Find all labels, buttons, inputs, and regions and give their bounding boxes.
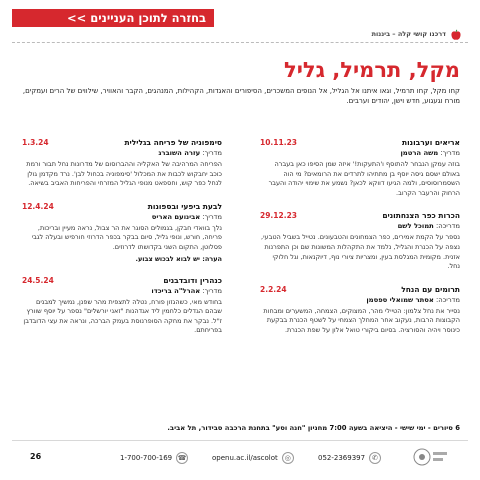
event-guide: [260, 222, 460, 230]
apple-icon: [450, 29, 462, 41]
bottom-divider: [12, 440, 468, 441]
event-guide: [22, 213, 222, 221]
phone-contact: [318, 452, 381, 464]
whatsapp-icon: ✆: [369, 452, 381, 464]
toll-free-number: 1-700-700-169: [120, 454, 173, 462]
top-divider: [12, 42, 468, 43]
event-guide: [260, 296, 460, 304]
event-item: [260, 138, 460, 198]
event-title: סימפוניה של פריחה בגלילית: [124, 138, 222, 147]
event-date: 24.5.24: [22, 275, 54, 285]
events-column-right: [260, 138, 460, 349]
globe-icon: ◎: [282, 452, 294, 464]
event-description: נסייר את נחל צלמון: הטיילי מהר, המצוקים, הצמחה, המשערים ומבחות הקבוצות הרבות, נעקוב אחר המחלך הצמחי על לשטף הכנרת בבקעת כינוסר ויהיה והסורציה. בסיום ביקורי טואל אלון על שפת הכנרת.: [263, 306, 460, 334]
event-title: הכרות כפר הצנחתונים: [382, 211, 460, 221]
event-item: [22, 276, 222, 336]
guide-name: אסתר שמואלי ספסמן: [366, 295, 434, 304]
event-date: 2.2.24: [260, 284, 287, 294]
page-title: מקל, תרמיל, גליל: [284, 58, 460, 82]
phone-number: 052-2369397: [318, 454, 366, 462]
guide-label: מדריך:: [202, 212, 222, 221]
guide-label: מדריכה:: [435, 295, 460, 304]
guide-name: אהרל"ה בריכדו: [151, 286, 201, 295]
toll-free-contact: [120, 452, 188, 464]
phone-icon: ☎: [177, 454, 187, 462]
back-to-contents-link[interactable]: בחזרה לתוכן העניינים >>: [12, 9, 214, 27]
guide-name: אבינועם האריס: [151, 212, 201, 221]
guide-label: מדריך:: [202, 286, 222, 295]
event-date: 12.4.24: [22, 201, 54, 211]
running-head: דרכנו קושי קלה – ביננות: [371, 30, 446, 38]
event-item: [22, 202, 222, 263]
event-date: 10.11.23: [260, 138, 298, 147]
guide-name: עזרה השוברג: [158, 149, 201, 157]
event-guide: [22, 287, 222, 295]
university-logo: [410, 446, 450, 468]
guide-label: מדריכה:: [435, 222, 460, 231]
guide-name: תמוכל לשם: [397, 222, 434, 231]
event-guide: [22, 149, 222, 157]
event-description: נלך בוואדי חבקן, בגמולים הסוגר את הר צבול, נראה מעיין ובריכות, פריחה, חורש, ונופי גליל, סיום בבקר בכפר הדרוזי חורפיש ובעלה לגבי פסלוטן, התקום השני בקדושתו לדרוזים.: [31, 223, 222, 251]
tour-footnote: 6 סיורים - ימי שישי - היציאה בשעה 7:00 מחניון "חנה וסע" בתחנת הרכבה סבידור, תל אביב.: [167, 424, 460, 432]
event-item: [260, 285, 460, 336]
guide-label: מדריך:: [440, 149, 460, 157]
event-description: נספר על הקמת אמירים, כפר הצמחונים והטבעונים. נטייל בשביל הטבעי, נצפה על הכנרת והגליל, נלמד את התקהלות המשונות שם וכן התפרנות אזנית. מקומית המגלסת בעין, ומצריות ציורי נוף, דיוקנאות, וגל חלוקי נחל.: [261, 233, 460, 271]
website-link[interactable]: openu.ac.il/ascolot: [212, 454, 278, 462]
event-guide: [260, 149, 460, 157]
event-description: בוזה עמקן הנבחר להתוסף ו'התעקות!' איזה שמן הסיפו כאן בעברה באולם ישסם גיסה יוסף בן מתתיהו לתרדים את הרומאים? מי הוה השסמרוסוסים, ולמה הגיעו דווקא לכאן? נשמע את שימוי יהודה והעבר הרחוק והרעבר הקרוב.: [268, 160, 460, 197]
intro-paragraph: קחו מקל, קחו תרמיל, וגאו איתנו אל הגליל, אל הנופים המשכרים, הסיפורים והאגדות, הקהילות, המנהגים, הקבר והאוויר, שילווים של הרים ועמקים, מורח וגעגוע, חדש וישן, יהודים וערבים.: [22, 87, 460, 105]
event-date: 29.12.23: [260, 211, 298, 221]
event-title: תרומים עם הנחל: [401, 284, 460, 294]
event-item: [260, 211, 460, 271]
page-number: 26: [30, 452, 42, 461]
event-description: בחודש מאי, כשהגזון פורח, נטלה לתצפית מהר שפנן, נמשיך למבנים שבהם הגדלים כלחמין ליד אגדהנות "זאני יורשלים" נספר על יוסף שוורץ ז"ל. נבקר את מחקה הסופרנוסת בעמק הברכה, ונראה את עצי הדובדבן בפריחתם.: [23, 297, 222, 335]
footer: [0, 446, 480, 470]
website-contact[interactable]: [212, 452, 294, 464]
events-column-left: [22, 138, 222, 349]
event-title: לבעת ביפעי ובספונות: [147, 201, 222, 211]
event-title: אריאים וערבונות: [401, 138, 460, 147]
guide-name: משה הרטמן: [400, 149, 439, 157]
event-title: כנהרין ודובדבנים: [163, 275, 222, 285]
event-date: 1.3.24: [22, 138, 49, 147]
guide-label: מדריך:: [202, 149, 222, 157]
event-item: [22, 138, 222, 189]
event-description: הפריחה המרהיבה של האקליה וההברוסום של מדרונות נחל תבור ורמת כוכב יחבקוש לכבות את המכלול 'סימפוניה בכחול לבן'. נרד מקדמן גולן לנחל כפר קוש, וחספאט מנופי הגליל המזרחי והפריחות האביב בשיאה.: [26, 160, 222, 188]
event-note: הערה: יש לבוא לבכוש צבוע.: [135, 254, 222, 263]
